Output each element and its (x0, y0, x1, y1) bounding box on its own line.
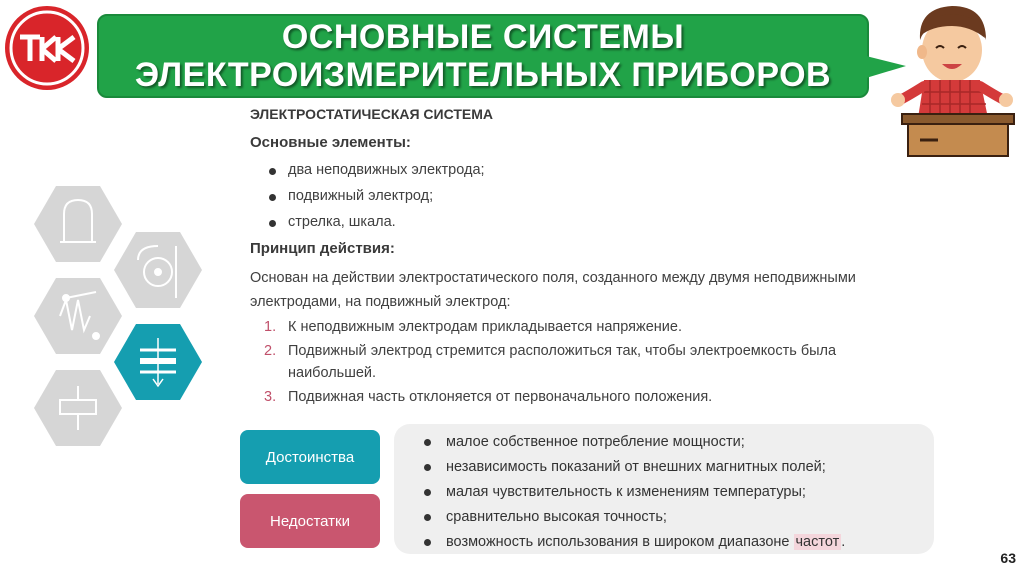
title-line-2: ЭЛЕКТРОИЗМЕРИТЕЛЬНЫХ ПРИБОРОВ (134, 56, 832, 94)
systems-hex-menu (26, 180, 226, 460)
advantage-text: возможность использования в широком диапазоне (446, 534, 794, 550)
list-item: стрелка, шкала. (250, 210, 890, 236)
company-logo (2, 3, 92, 93)
principle-text: Основан на действии электростатического поля, созданного между двумя неподвижными электродами, на подвижный электрод: (250, 270, 856, 310)
advantages-list (394, 424, 934, 555)
step-item (250, 340, 890, 384)
principle-heading: Принцип действия: (250, 240, 395, 257)
step-item (250, 316, 890, 338)
title-banner (97, 14, 869, 98)
step-text: К неподвижным электродам прикладывается напряжение. (288, 319, 682, 335)
list-item: малая чувствительность к изменениям температуры; (394, 480, 934, 505)
title-line-1: ОСНОВНЫЕ СИСТЕМЫ (281, 18, 685, 56)
main-content (250, 104, 890, 410)
step-number: 3. (264, 389, 277, 405)
step-item (250, 386, 890, 408)
step-number: 1. (264, 319, 277, 335)
list-item: два неподвижных электрода; (250, 158, 890, 184)
elements-heading: Основные элементы: (250, 134, 411, 151)
disadvantages-button[interactable]: Недостатки (240, 494, 380, 548)
step-text: Подвижная часть отклоняется от первоначального положения. (288, 389, 713, 405)
system-title: ЭЛЕКТРОСТАТИЧЕСКАЯ СИСТЕМА (250, 106, 494, 122)
advantages-panel (394, 424, 934, 554)
list-item: подвижный электрод; (250, 184, 890, 210)
step-text: Подвижный электрод стремится расположиться так, чтобы электроемкость была наибольшей. (288, 343, 837, 381)
step-number: 2. (264, 343, 277, 359)
list-item: малое собственное потребление мощности; (394, 430, 934, 455)
steps-list (250, 316, 890, 408)
teacher-illustration (890, 0, 1024, 160)
list-item: независимость показаний от внешних магнитных полей; (394, 455, 934, 480)
hex-induction[interactable] (34, 370, 122, 446)
list-item (394, 530, 934, 555)
highlighted-word: частот (795, 534, 840, 550)
page-number: 63 (1000, 550, 1016, 566)
hex-electrostatic[interactable] (114, 324, 202, 400)
advantages-button[interactable]: Достоинства (240, 430, 380, 484)
hex-magnetoelectric[interactable] (114, 232, 202, 308)
hex-electromagnetic[interactable] (34, 186, 122, 262)
hex-electrodynamic[interactable] (34, 278, 122, 354)
elements-list (250, 158, 890, 236)
list-item: сравнительно высокая точность; (394, 505, 934, 530)
advantage-end: . (841, 534, 846, 550)
